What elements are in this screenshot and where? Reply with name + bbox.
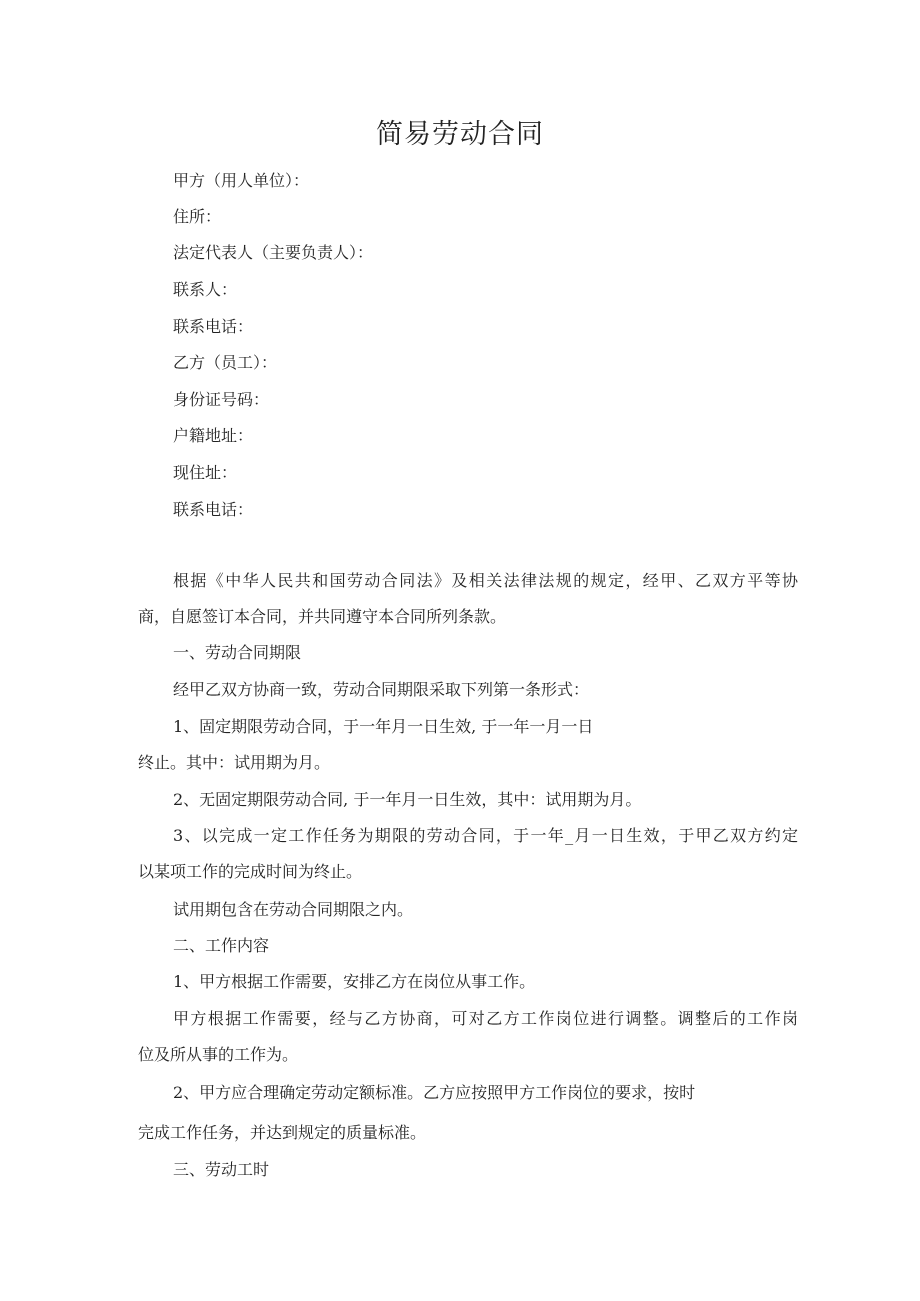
section-2-heading: 二、工作内容: [173, 936, 270, 955]
section-1-item-2: 2、无固定期限劳动合同, 于一年月一日生效，其中：试用期为月。: [173, 790, 642, 809]
probation-note: 试用期包含在劳动合同期限之内。: [173, 900, 414, 919]
party-a-phone-field: 联系电话：: [173, 317, 254, 336]
preamble-line-2: 商，自愿签订本合同，并共同遵守本合同所列条款。: [138, 607, 507, 626]
preamble-line-1: 根据《中华人民共和国劳动合同法》及相关法律法规的规定，经甲、乙双方平等协: [173, 571, 798, 590]
party-b-name-field: 乙方（员工）：: [173, 353, 278, 372]
party-a-name-field: 甲方（用人单位）：: [173, 171, 310, 190]
section-1-item-3-line-1: 3、以完成一定工作任务为期限的劳动合同，于一年_月一日生效，于甲乙双方约定: [173, 826, 798, 845]
section-3-heading: 三、劳动工时: [173, 1160, 270, 1179]
household-address-field: 户籍地址：: [173, 426, 254, 445]
section-1-item-1-line-2: 终止。其中：试用期为月。: [138, 753, 331, 772]
section-1-intro: 经甲乙双方协商一致，劳动合同期限采取下列第一条形式：: [173, 680, 590, 699]
section-2-paragraph-line-2: 位及所从事的工作为。: [138, 1045, 299, 1064]
section-2-item-2-line-2: 完成工作任务，并达到规定的质量标准。: [138, 1123, 427, 1142]
legal-representative-field: 法定代表人（主要负责人）：: [173, 243, 374, 262]
contact-person-field: 联系人：: [173, 280, 238, 299]
section-2-paragraph-line-1: 甲方根据工作需要，经与乙方协商，可对乙方工作岗位进行调整。调整后的工作岗: [173, 1009, 798, 1028]
document-title: 简易劳动合同: [376, 119, 544, 150]
current-address-field: 现住址：: [173, 463, 238, 482]
party-a-address-field: 住所：: [173, 207, 222, 226]
section-1-item-1-line-1: 1、固定期限劳动合同，于一年月一日生效, 于一年一月一日: [173, 717, 594, 736]
section-1-heading: 一、劳动合同期限: [173, 643, 302, 662]
section-1-item-3-line-2: 以某项工作的完成时间为终止。: [138, 862, 363, 881]
section-2-item-2-line-1: 2、甲方应合理确定劳动定额标准。乙方应按照甲方工作岗位的要求，按时: [173, 1083, 696, 1102]
party-b-phone-field: 联系电话：: [173, 500, 254, 519]
section-2-item-1: 1、甲方根据工作需要，安排乙方在岗位从事工作。: [173, 972, 536, 991]
id-number-field: 身份证号码：: [173, 390, 270, 409]
